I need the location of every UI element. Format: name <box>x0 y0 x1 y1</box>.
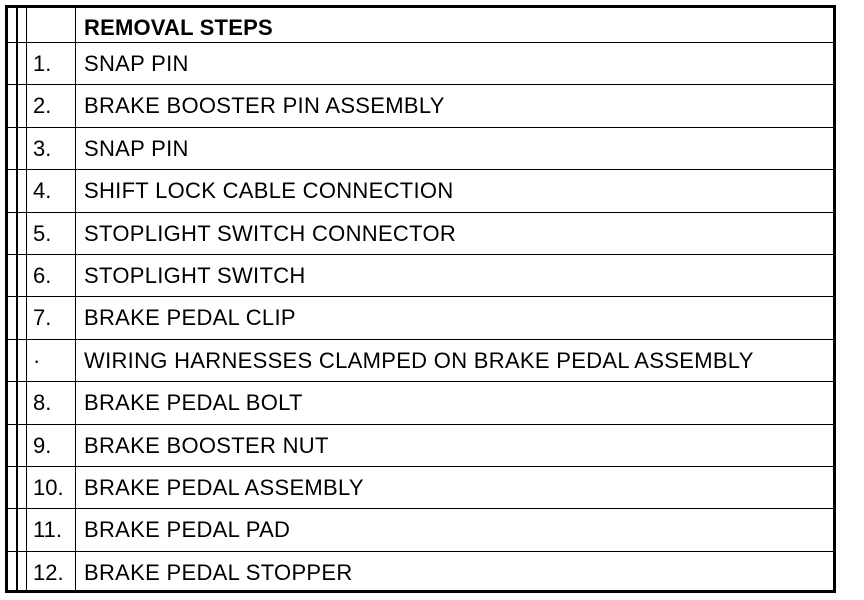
table-row <box>8 213 833 255</box>
column-divider <box>26 8 27 590</box>
step-text: BRAKE BOOSTER NUT <box>84 432 329 458</box>
step-text: WIRING HARNESSES CLAMPED ON BRAKE PEDAL ASSEMBLY <box>84 347 754 373</box>
table-row <box>8 552 833 594</box>
table-row <box>8 382 833 424</box>
step-number: 2. <box>33 93 52 119</box>
table-header-label: REMOVAL STEPS <box>84 15 273 40</box>
step-number: 3. <box>33 135 52 161</box>
table-row <box>8 297 833 339</box>
table-body <box>8 43 833 594</box>
step-text: BRAKE PEDAL CLIP <box>84 305 296 331</box>
step-number: 4. <box>33 178 52 204</box>
step-text: BRAKE PEDAL PAD <box>84 517 291 543</box>
table-row <box>8 170 833 212</box>
table-row <box>8 467 833 509</box>
table-header-row <box>8 8 833 43</box>
table-row <box>8 425 833 467</box>
step-text: SHIFT LOCK CABLE CONNECTION <box>84 178 454 204</box>
table-row <box>8 85 833 127</box>
step-number: 8. <box>33 390 52 416</box>
step-text: STOPLIGHT SWITCH <box>84 262 306 288</box>
column-divider <box>16 8 18 590</box>
step-number: 1. <box>33 51 52 76</box>
table-row <box>8 509 833 551</box>
step-text: BRAKE PEDAL ASSEMBLY <box>84 474 364 500</box>
step-text: BRAKE PEDAL BOLT <box>84 390 303 416</box>
step-number: 5. <box>33 220 52 246</box>
step-number: 10. <box>33 474 64 500</box>
table-row <box>8 255 833 297</box>
step-text: STOPLIGHT SWITCH CONNECTOR <box>84 220 457 246</box>
step-number: 6. <box>33 262 52 288</box>
step-number: 7. <box>33 305 52 331</box>
step-bullet: · <box>33 347 41 373</box>
table-row <box>8 128 833 170</box>
step-text: SNAP PIN <box>84 51 189 76</box>
step-text: BRAKE PEDAL STOPPER <box>84 559 353 585</box>
table-row <box>8 43 833 85</box>
step-number: 11. <box>33 517 62 543</box>
step-text: BRAKE BOOSTER PIN ASSEMBLY <box>84 93 445 119</box>
step-text: SNAP PIN <box>84 135 189 161</box>
table-row <box>8 340 833 382</box>
step-number: 12. <box>33 559 64 585</box>
column-divider <box>75 8 76 590</box>
removal-steps-table <box>5 5 836 593</box>
step-number: 9. <box>33 432 52 458</box>
